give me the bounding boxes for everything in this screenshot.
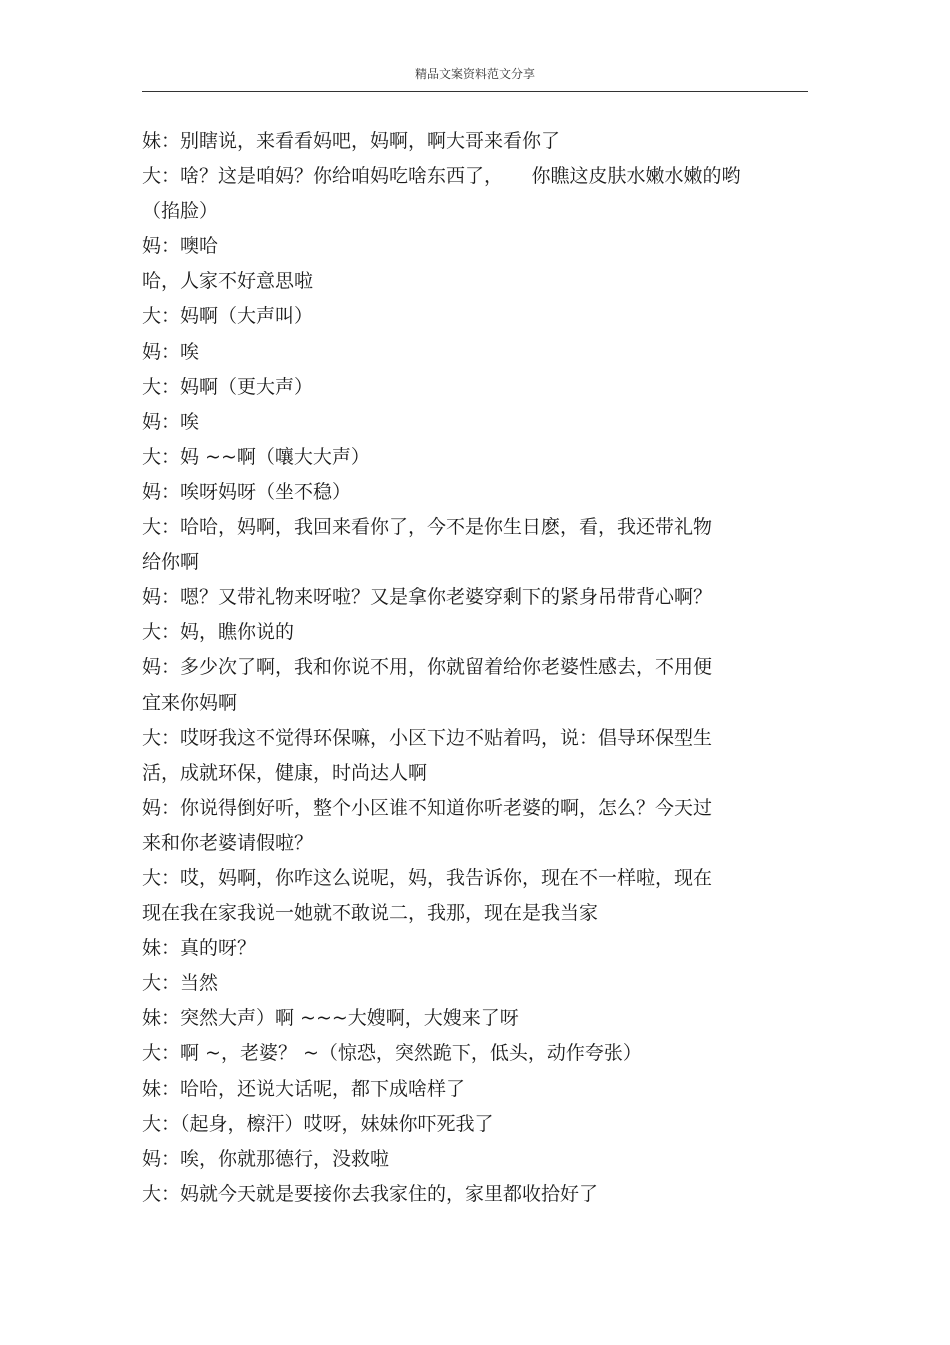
dialogue-line: 妹：突然大声）啊 ~~~大嫂啊，大嫂来了呀 xyxy=(142,1007,519,1030)
dialogue-line: 大：哈哈，妈啊，我回来看你了，今不是你生日麽，看，我还带礼物 xyxy=(142,516,713,539)
dialogue-line: 妹：真的呀？ xyxy=(142,937,257,960)
dialogue-line: 大：妈 ~~啊（嚷大大声） xyxy=(142,445,370,468)
dialogue-line: 妈：多少次了啊，我和你说不用，你就留着给你老婆性感去，不用便 xyxy=(142,656,713,679)
dialogue-line: 妈：嗯？又带礼物来呀啦？又是拿你老婆穿剩下的紧身吊带背心啊？ xyxy=(142,586,713,609)
dialogue-line: 妹：别瞎说，来看看妈吧，妈啊，啊大哥来看你了 xyxy=(142,130,561,152)
dialogue-line: 大：（起身，檫汗）哎呀，妹妹你吓死我了 xyxy=(142,1112,494,1135)
dialogue-line: 妹：哈哈，还说大话呢，都下成啥样了 xyxy=(142,1077,466,1100)
dialogue-line: 大：哎，妈啊，你咋这么说呢，妈，我告诉你，现在不一样啦，现在 xyxy=(142,866,713,889)
page-header: 精品文案资料范文分享 xyxy=(414,67,535,81)
dialogue-line: 妈：唉呀妈呀（坐不稳） xyxy=(142,480,352,503)
dialogue-line: 大：啊 ~，老婆？ ~（惊恐，突然跪下，低头，动作夸张） xyxy=(142,1042,642,1065)
dialogue-line: 妈：唉 xyxy=(142,340,200,363)
dialogue-line: 大：哎呀我这不觉得环保嘛，小区下边不贴着吗，说：倡导环保型生 xyxy=(142,726,713,749)
script-body xyxy=(142,124,787,1212)
dialogue-line: 大：当然 xyxy=(142,972,219,995)
dialogue-line: 来和你老婆请假啦？ xyxy=(142,831,314,854)
dialogue-line: 妈：你说得倒好听，整个小区谁不知道你听老婆的啊，怎么？今天过 xyxy=(142,796,713,819)
dialogue-line: 现在我在家我说一她就不敢说二，我那，现在是我当家 xyxy=(142,902,599,925)
dialogue-line: 妈：唉，你就那德行，没救啦 xyxy=(142,1147,390,1170)
dialogue-line: 大：啥？这是咱妈？你给咱妈吃啥东西了， 你瞧这皮肤水嫩水嫩的哟 xyxy=(142,165,741,188)
header-divider xyxy=(142,91,808,92)
dialogue-line: 大：妈，瞧你说的 xyxy=(142,621,295,644)
dialogue-line: 哈，人家不好意思啦 xyxy=(142,270,314,293)
dialogue-line: 给你啊 xyxy=(142,551,200,574)
dialogue-line: 大：妈就今天就是要接你去我家住的，家里都收拾好了 xyxy=(142,1182,599,1205)
dialogue-line: 妈：噢哈 xyxy=(142,235,219,258)
dialogue-line: 宜来你妈啊 xyxy=(142,691,238,714)
dialogue-line: 活，成就环保，健康，时尚达人啊 xyxy=(142,761,428,784)
dialogue-line: （掐脸） xyxy=(142,200,219,223)
dialogue-line: 大：妈啊（更大声） xyxy=(142,375,314,398)
dialogue-line: 大：妈啊（大声叫） xyxy=(142,305,314,328)
dialogue-line: 妈：唉 xyxy=(142,410,200,433)
